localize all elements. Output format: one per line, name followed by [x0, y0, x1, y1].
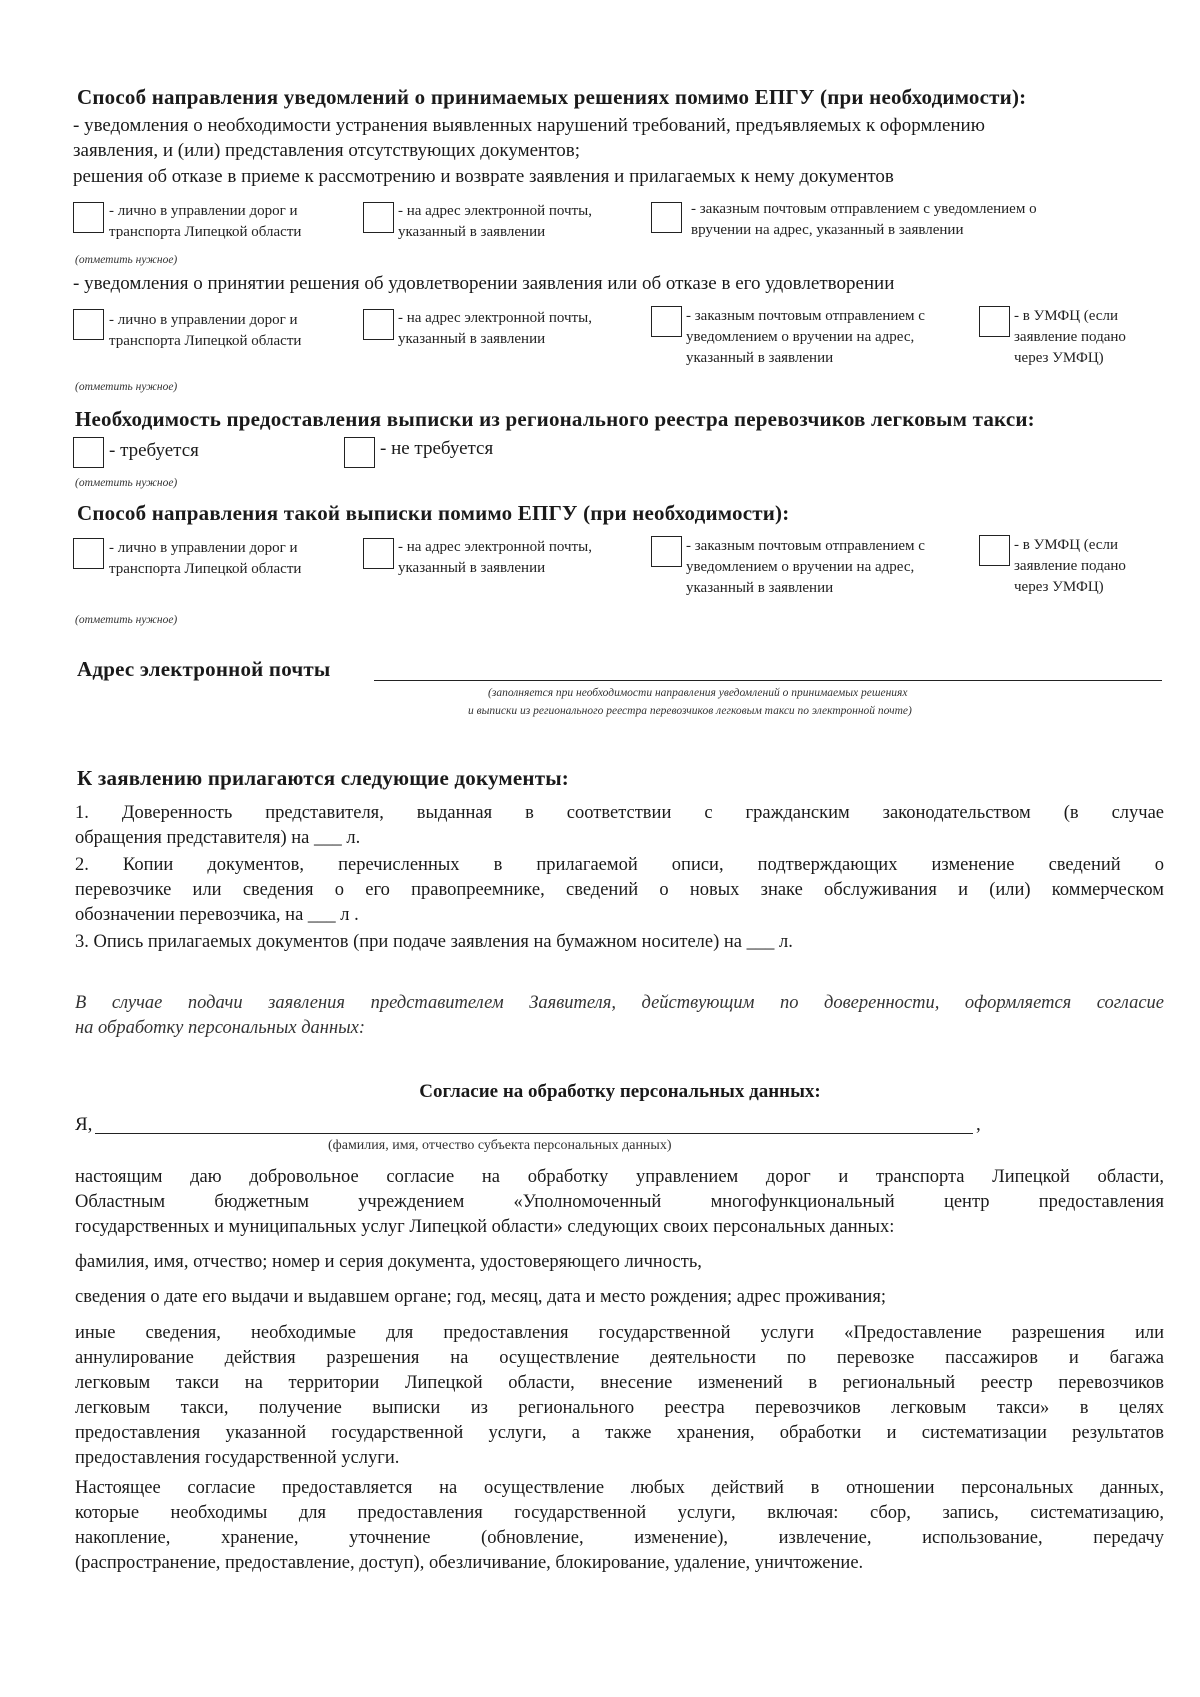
attached-docs-heading: К заявлению прилагаются следующие документы: [77, 766, 570, 790]
mark-note: (отметить нужное) [75, 477, 178, 489]
notification-type-line-3: решения об отказе в приеме к рассмотрению и возврате заявления и прилагаемых к нему документов [73, 166, 894, 187]
email-input-line[interactable] [374, 680, 1162, 681]
fio-input-line[interactable] [95, 1133, 973, 1134]
consent-comma: , [976, 1114, 981, 1135]
consent-paragraph-3: сведения о дате его выдачи и выдавшем органе; год, месяц, дата и место рождения; адрес проживания; [75, 1287, 886, 1307]
checkbox-s1-post[interactable] [651, 202, 682, 233]
label-s4-umfc: - в УМФЦ (если заявление подано через УМФЦ) [1014, 537, 1126, 595]
checkbox-s2-post[interactable] [651, 306, 682, 337]
label-s4-email: - на адрес электронной почты, указанный в заявлении [398, 539, 592, 576]
checkbox-s4-post[interactable] [651, 536, 682, 567]
label-s2-personal: - лично в управлении дорог и транспорта Липецкой области [109, 312, 302, 349]
label-s1-post: - заказным почтовым отправлением с уведомлением о вручении на адрес, указанный в заявлении [691, 201, 1037, 238]
checkbox-extract-required[interactable] [73, 437, 104, 468]
label-s2-post: - заказным почтовым отправлением с уведомлением о вручении на адрес, указанный в заявлении [686, 308, 925, 366]
label-s4-post: - заказным почтовым отправлением с уведомлением о вручении на адрес, указанный в заявлении [686, 538, 925, 596]
label-s2-umfc: - в УМФЦ (если заявление подано через УМФЦ) [1014, 308, 1126, 366]
extract-delivery-heading: Способ направления такой выписки помимо ЕПГУ (при необходимости): [77, 501, 790, 525]
consent-paragraph-2: фамилия, имя, отчество; номер и серия документа, удостоверяющего личность, [75, 1252, 702, 1272]
checkbox-extract-not-required[interactable] [344, 437, 375, 468]
doc-item-2: 2. Копии документов, перечисленных в прилагаемой описи, подтверждающих изменение сведений о перевозчике или сведения о его правопреемнике, сведений о новых знаке обслуживания и (или) коммерческом обозначении перевозчика, на ___ л . [75, 855, 1164, 925]
checkbox-s2-umfc[interactable] [979, 306, 1010, 337]
representative-note: В случае подачи заявления представителем Заявителя, действующим по доверенности, оформляется согласие на обработку персональных данных: [75, 993, 1164, 1038]
mark-note: (отметить нужное) [75, 254, 178, 266]
fio-hint: (фамилия, имя, отчество субъекта персональных данных) [328, 1138, 672, 1153]
checkbox-s4-umfc[interactable] [979, 535, 1010, 566]
email-label: Адрес электронной почты [77, 657, 331, 681]
consent-ya: Я, [75, 1114, 93, 1135]
mark-note: (отметить нужное) [75, 614, 178, 626]
checkbox-s2-email[interactable] [363, 309, 394, 340]
label-s1-personal: - лично в управлении дорог и транспорта Липецкой области [109, 203, 302, 240]
extract-need-heading: Необходимость предоставления выписки из регионального реестра перевозчиков легковым такси: [75, 407, 1035, 431]
mark-note: (отметить нужное) [75, 381, 178, 393]
doc-item-1: 1. Доверенность представителя, выданная в соответствии с гражданским законодательством (в случае обращения представителя) на ___ л. [75, 803, 1164, 848]
label-s2-email: - на адрес электронной почты, указанный в заявлении [398, 310, 592, 347]
checkbox-s4-email[interactable] [363, 538, 394, 569]
consent-heading: Согласие на обработку персональных данных: [419, 1081, 821, 1102]
email-hint-1: (заполняется при необходимости направления уведомлений о принимаемых решениях [488, 687, 908, 699]
doc-item-3: 3. Опись прилагаемых документов (при подаче заявления на бумажном носителе) на ___ л. [75, 932, 793, 952]
section-notifications-heading: Способ направления уведомлений о принимаемых решениях помимо ЕПГУ (при необходимости): [77, 85, 1027, 109]
notification-type-line-1: - уведомления о необходимости устранения выявленных нарушений требований, предъявляемых к оформлению [73, 115, 985, 136]
label-extract-not-required: - не требуется [380, 438, 494, 459]
checkbox-s4-personal[interactable] [73, 538, 104, 569]
consent-paragraph-4: иные сведения, необходимые для предоставления государственной услуги «Предоставление разрешения или аннулирование действия разрешения на осуществление деятельности по перевозке пассажиров и багажа легковым такси на территории Липецкой области, внесение изменений в региональный реестр перевозчиков легковым такси, получение выписки из регионального реестра перевозчиков легковым такси» в целях предоставления указанной государственной услуги, а также хранения, обработки и систематизации результатов предоставления государственной услуги. [75, 1323, 1164, 1468]
email-hint-2: и выписки из регионального реестра перевозчиков легковым такси по электронной почте) [468, 705, 912, 717]
checkbox-s2-personal[interactable] [73, 309, 104, 340]
label-extract-required: - требуется [109, 440, 199, 461]
consent-paragraph-1: настоящим даю добровольное согласие на обработку управлением дорог и транспорта Липецкой области, Областным бюджетным учреждением «Уполномоченный многофункциональный центр предоставления государственных и муниципальных услуг Липецкой области» следующих своих персональных данных: [75, 1167, 1164, 1237]
label-s1-email: - на адрес электронной почты, указанный в заявлении [398, 203, 592, 240]
checkbox-s1-email[interactable] [363, 202, 394, 233]
checkbox-s1-personal[interactable] [73, 202, 104, 233]
decision-notification-line: - уведомления о принятии решения об удовлетворении заявления или об отказе в его удовлетворении [73, 273, 895, 294]
notification-type-line-2: заявления, и (или) представления отсутствующих документов; [73, 140, 581, 161]
consent-paragraph-5: Настоящее согласие предоставляется на осуществление любых действий в отношении персональных данных, которые необходимы для предоставления государственной услуги, включая: сбор, запись, систематизацию, накопление, хранение, уточнение (обновление, изменение), извлечение, использование, передачу (распространение, предоставление, доступ), обезличивание, блокирование, удаление, уничтожение. [75, 1478, 1164, 1573]
label-s4-personal: - лично в управлении дорог и транспорта Липецкой области [109, 540, 302, 577]
